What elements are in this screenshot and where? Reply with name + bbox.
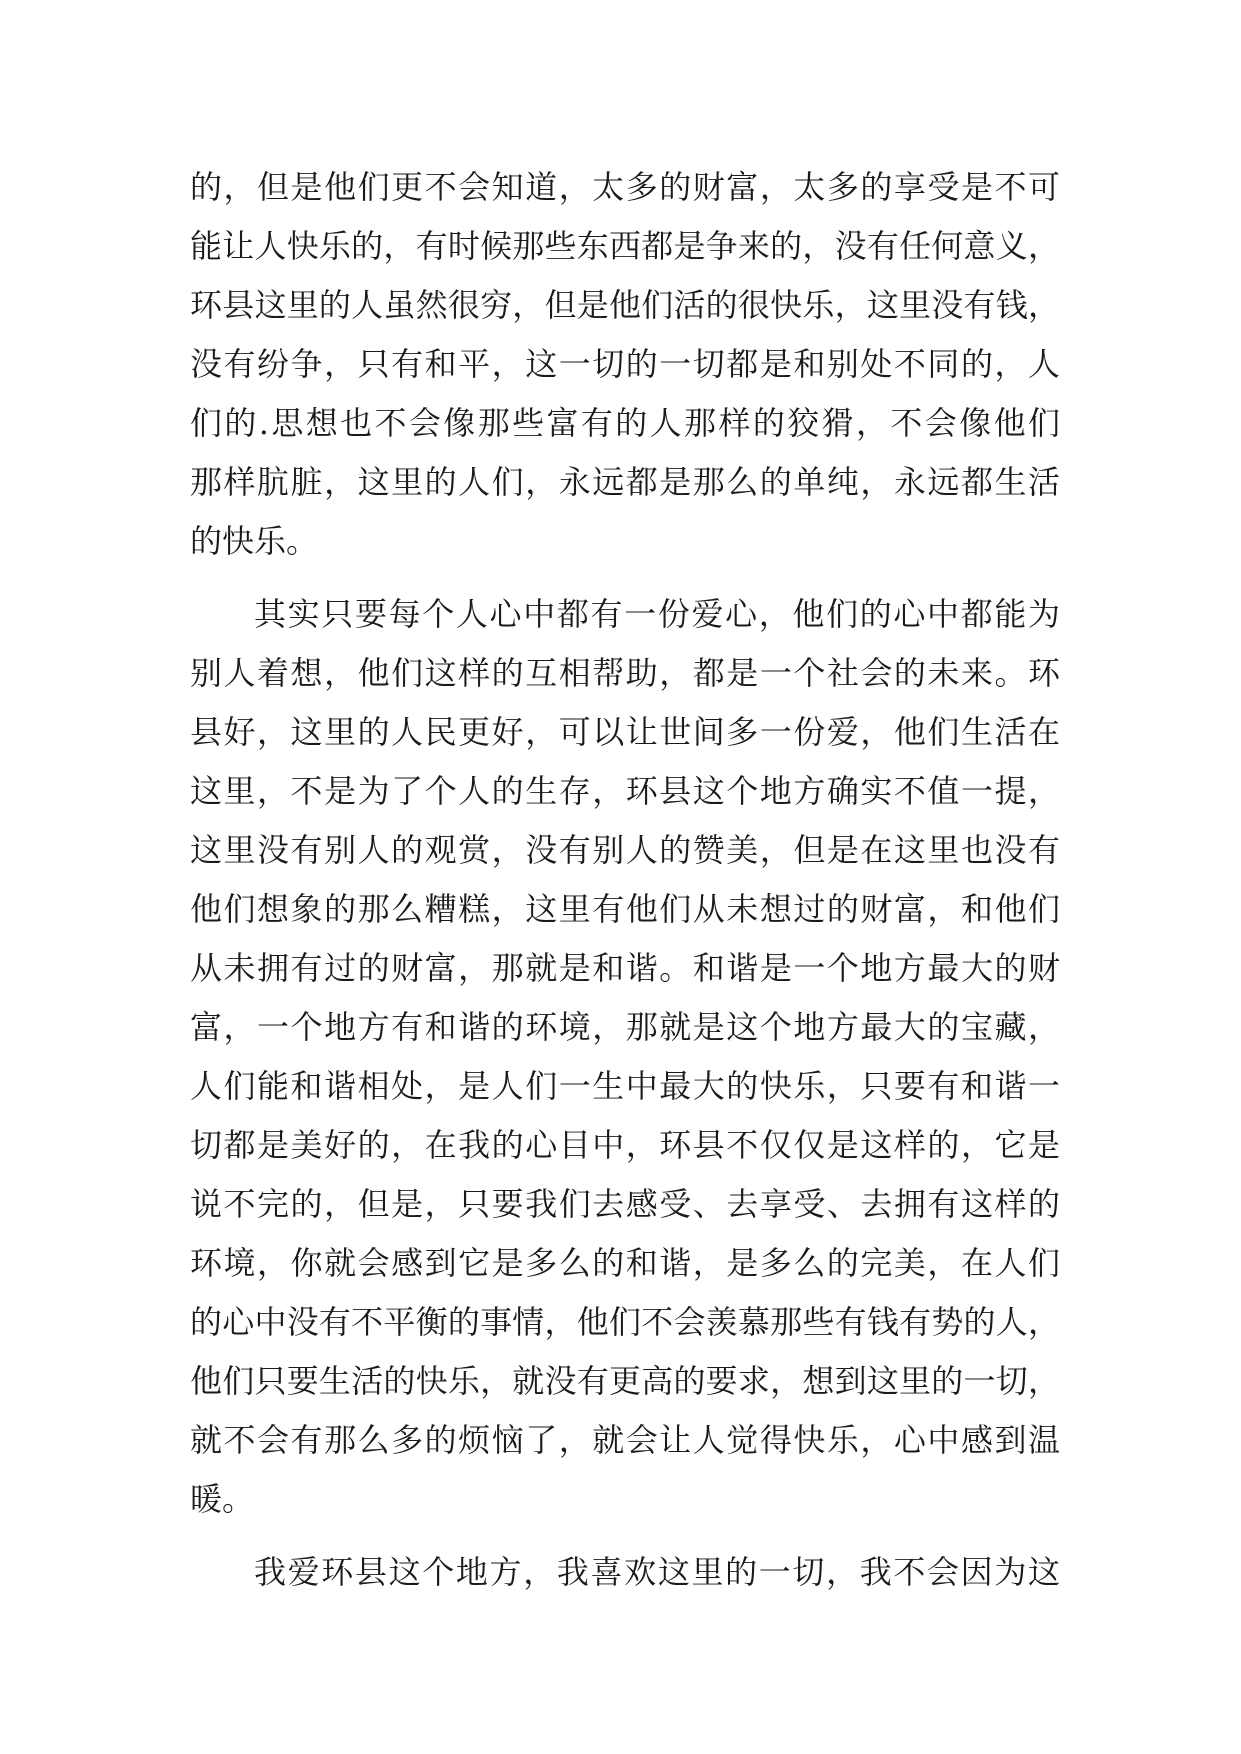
text-line: 富，一个地方有和谐的环境，那就是这个地方最大的宝藏，: [190, 1008, 1060, 1046]
paragraph-spacer: [190, 571, 1060, 585]
text-line: 说不完的，但是，只要我们去感受、去享受、去拥有这样的: [190, 1185, 1060, 1223]
text-line: 没有纷争，只有和平，这一切的一切都是和别处不同的，人: [190, 345, 1060, 383]
text-line: 县好，这里的人民更好，可以让世间多一份爱，他们生活在: [190, 713, 1060, 751]
paragraph: [190, 158, 1060, 571]
body-text: [190, 158, 1060, 1602]
text-line: 那样肮脏，这里的人们，永远都是那么的单纯，永远都生活: [190, 463, 1060, 501]
paragraph: [190, 1543, 1060, 1602]
text-line: 他们只要生活的快乐，就没有更高的要求，想到这里的一切，: [190, 1362, 1060, 1400]
text-line: 的心中没有不平衡的事情，他们不会羡慕那些有钱有势的人，: [190, 1303, 1060, 1341]
text-line: 的快乐。: [190, 522, 319, 560]
text-line: 这里，不是为了个人的生存，环县这个地方确实不值一提，: [190, 772, 1060, 810]
text-line: 我爱环县这个地方，我喜欢这里的一切，我不会因为这: [254, 1553, 1060, 1591]
text-line: 环境，你就会感到它是多么的和谐，是多么的完美，在人们: [190, 1244, 1060, 1282]
text-line: 切都是美好的，在我的心目中，环县不仅仅是这样的，它是: [190, 1126, 1060, 1164]
text-line: 他们想象的那么糟糕，这里有他们从未想过的财富，和他们: [190, 890, 1060, 928]
text-line: 其实只要每个人心中都有一份爱心，他们的心中都能为: [254, 595, 1060, 633]
paragraph-spacer: [190, 1529, 1060, 1543]
text-line: 从未拥有过的财富，那就是和谐。和谐是一个地方最大的财: [190, 949, 1060, 987]
text-line: 们的.思想也不会像那些富有的人那样的狡猾，不会像他们: [190, 404, 1060, 442]
text-line: 就不会有那么多的烦恼了，就会让人觉得快乐，心中感到温: [190, 1421, 1060, 1459]
text-line: 这里没有别人的观赏，没有别人的赞美，但是在这里也没有: [190, 831, 1060, 869]
text-line: 能让人快乐的，有时候那些东西都是争来的，没有任何意义，: [190, 227, 1060, 265]
paragraph: [190, 585, 1060, 1529]
text-line: 人们能和谐相处，是人们一生中最大的快乐，只要有和谐一: [190, 1067, 1060, 1105]
text-line: 别人着想，他们这样的互相帮助，都是一个社会的未来。环: [190, 654, 1060, 692]
text-line: 暖。: [190, 1480, 255, 1518]
text-line: 环县这里的人虽然很穷，但是他们活的很快乐，这里没有钱，: [190, 286, 1060, 324]
text-line: 的，但是他们更不会知道，太多的财富，太多的享受是不可: [190, 168, 1060, 206]
